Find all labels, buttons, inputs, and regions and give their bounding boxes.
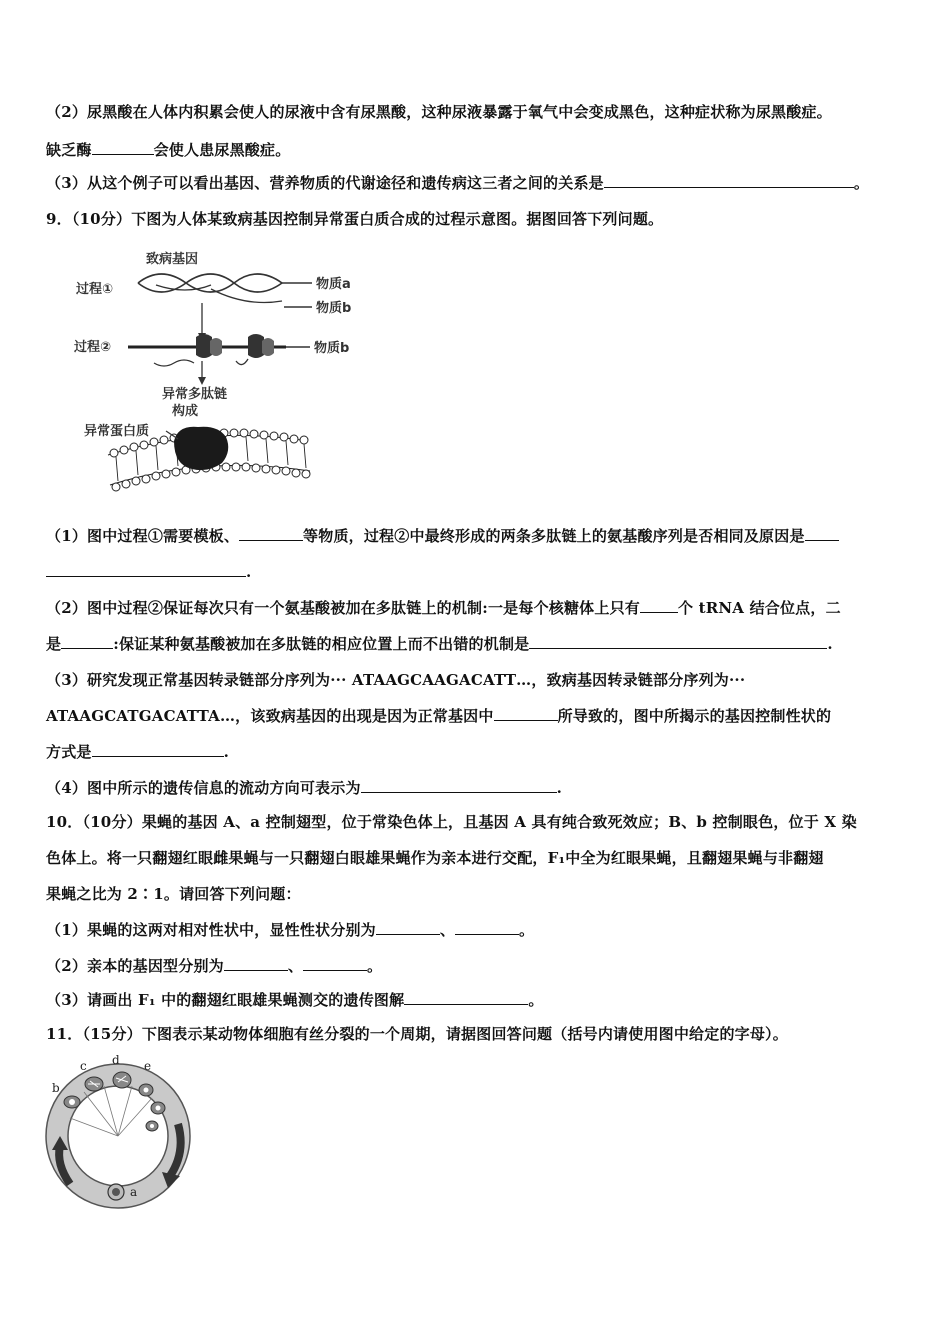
- q8-part2-line1: （2）尿黑酸在人体内积累会使人的尿液中含有尿黑酸，这种尿液暴露于氧气中会变成黑色，这种症状称为尿黑酸症。: [46, 103, 832, 121]
- answer-blank[interactable]: [640, 598, 678, 613]
- answer-blank[interactable]: [239, 526, 303, 541]
- q10-part1: （1）果蝇的这两对相对性状中，显性性状分别为 、 。: [46, 921, 535, 939]
- q9-title: 9．（10分）下图为人体某致病基因控制异常蛋白质合成的过程示意图。据图回答下列问题。: [46, 210, 664, 228]
- answer-blank[interactable]: [455, 920, 519, 935]
- answer-blank[interactable]: [46, 562, 246, 577]
- q9-part2-line2: 是 :保证某种氨基酸被加在多肽链的相应位置上而不出错的机制是 .: [46, 635, 833, 653]
- label-substance-b-top: 物质b: [316, 301, 352, 316]
- q10-title-line1: 10．（10分）果蝇的基因 A、a 控制翅型，位于常染色体上，且基因 A 具有纯合致死效应；B、b 控制眼色，位于 X 染: [46, 813, 857, 831]
- answer-blank[interactable]: [61, 634, 113, 649]
- q9-part1-line1: （1）图中过程①需要模板、 等物质，过程②中最终形成的两条多肽链上的氨基酸序列是否相同及原因是: [46, 526, 839, 546]
- q9-part3-line2: ATAAGCATGACATTA…，该致病基因的出现是因为正常基因中 所导致的，图中所揭示的基因控制性状的: [46, 707, 832, 725]
- q9-part2-line1: （2）图中过程②保证每次只有一个氨基酸被加在多肽链上的机制:一是每个核糖体上只有 个 tRNA 结合位点，二: [46, 599, 841, 617]
- q9-part1-line2: .: [46, 562, 251, 582]
- label-c: c: [80, 1059, 87, 1073]
- q9-part4: （4）图中所示的遗传信息的流动方向可表示为 .: [46, 779, 563, 797]
- q10-title-line3: 果蝇之比为 2∶1。请回答下列问题：: [46, 885, 301, 903]
- label-b: b: [52, 1081, 60, 1095]
- label-d: d: [112, 1053, 120, 1067]
- answer-blank[interactable]: [376, 920, 440, 935]
- gene-expression-figure: [46, 245, 356, 507]
- label-abnormal-polypeptide: 异常多肽链: [162, 387, 228, 402]
- label-process-1: 过程①: [76, 282, 114, 297]
- q10-title-line2: 色体上。将一只翻翅红眼雌果蝇与一只翻翅白眼雄果蝇作为亲本进行交配，F₁中全为红眼果蝇，且翻翅果蝇与非翻翅: [46, 849, 824, 867]
- label-process-2: 过程②: [74, 340, 112, 355]
- label-e: e: [144, 1059, 152, 1073]
- label-pathogenic-gene: 致病基因: [146, 252, 199, 267]
- q10-part3: （3）请画出 F₁ 中的翻翅红眼雄果蝇测交的遗传图解 。: [46, 991, 544, 1009]
- answer-blank[interactable]: [361, 778, 557, 793]
- answer-blank[interactable]: [529, 634, 827, 649]
- answer-blank[interactable]: [224, 956, 288, 971]
- label-constitute: 构成: [172, 404, 199, 419]
- answer-blank[interactable]: [404, 990, 528, 1005]
- answer-blank[interactable]: [604, 173, 854, 188]
- q11-title: 11．（15分）下图表示某动物体细胞有丝分裂的一个周期，请据图回答问题（括号内请使用图中给定的字母）。: [46, 1025, 788, 1043]
- answer-blank[interactable]: [92, 742, 224, 757]
- q8-part2-line2: 缺乏酶 会使人患尿黑酸症。: [46, 141, 291, 159]
- label-substance-b-bottom: 物质b: [314, 341, 350, 356]
- label-substance-a: 物质a: [316, 277, 351, 292]
- label-a: a: [130, 1185, 138, 1199]
- q8-part3: （3）从这个例子可以看出基因、营养物质的代谢途径和遗传病这三者之间的关系是 。: [46, 174, 870, 192]
- answer-blank[interactable]: [303, 956, 367, 971]
- q9-part3-line3: 方式是 .: [46, 743, 230, 761]
- q9-part3-line1: （3）研究发现正常基因转录链部分序列为··· ATAAGCAAGACATT…，致病基因转录链部分序列为···: [46, 671, 746, 689]
- label-abnormal-protein: 异常蛋白质: [84, 424, 150, 439]
- answer-blank[interactable]: [494, 706, 558, 721]
- cell-cycle-figure: [40, 1052, 200, 1212]
- answer-blank[interactable]: [805, 526, 839, 541]
- answer-blank[interactable]: [92, 140, 154, 155]
- q10-part2: （2）亲本的基因型分别为 、 。: [46, 957, 383, 975]
